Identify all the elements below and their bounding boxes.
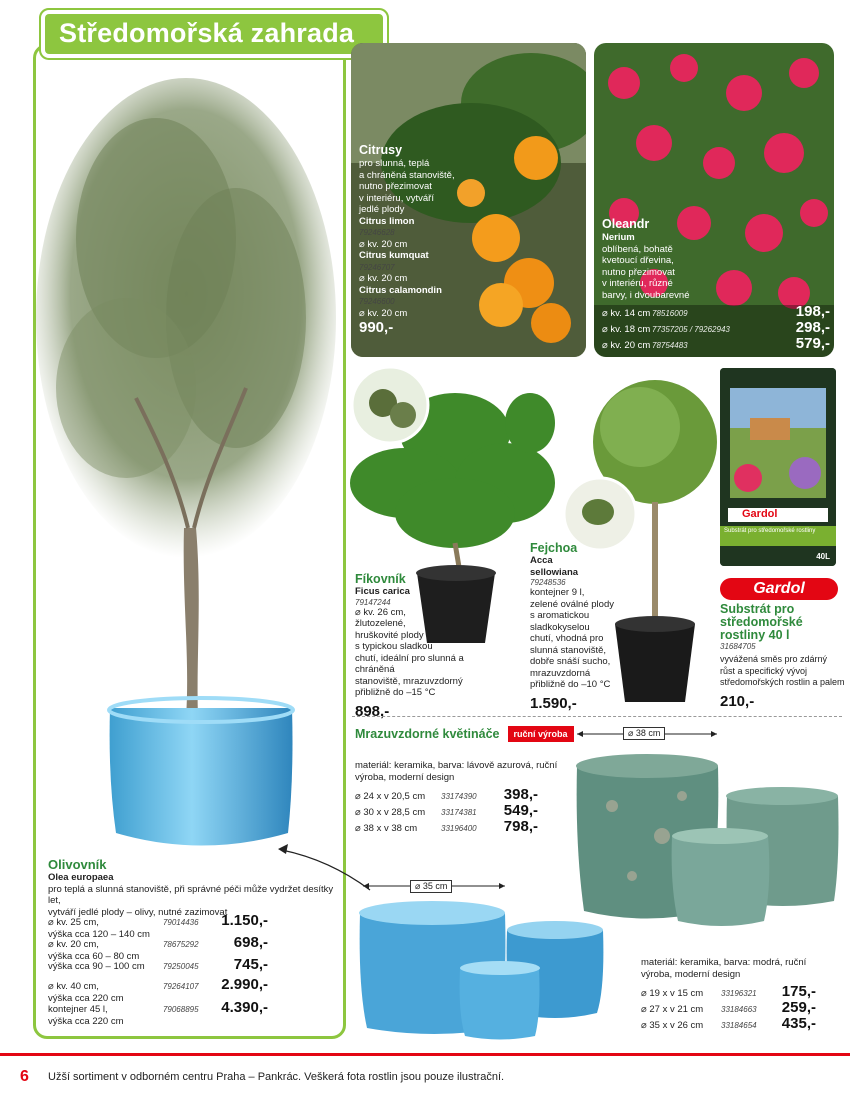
size-label: ⌀ 38 x v 38 cm xyxy=(355,823,418,834)
price: 990,- xyxy=(359,319,394,336)
citrusy-title: Citrusy xyxy=(359,143,403,157)
table-row xyxy=(602,335,830,354)
olivovnik-latin: Olea europaea xyxy=(48,872,114,883)
oleandr-desc: nutno přezimovat xyxy=(602,266,675,278)
citrusy-desc: pro slunná, teplá xyxy=(359,158,430,169)
size-label: ⌀ kv. 20 cm xyxy=(359,273,408,284)
fejchoa-desc: zelené oválné plody xyxy=(530,598,614,610)
fejchoa-desc: s aromatickou xyxy=(530,610,590,621)
fikovnik-desc: přibližně do –15 °C xyxy=(355,687,436,698)
table-row xyxy=(641,999,816,1015)
size-label: ⌀ 27 x v 21 cm xyxy=(641,1004,704,1015)
substrat-desc: růst a specifický vývoj xyxy=(720,665,808,676)
size-label: výška cca 220 cm xyxy=(48,992,124,1004)
modre-material xyxy=(641,957,841,980)
fikovnik-desc: chutí, ideální pro slunná a chráněná xyxy=(355,652,464,675)
fejchoa-desc: přibližně do –10 °C xyxy=(530,679,611,690)
fejchoa-desc: chutí, vhodná pro xyxy=(530,633,604,644)
footer-divider xyxy=(0,1053,850,1056)
bag-brand: Gardol xyxy=(742,508,778,520)
bag-text: Substrát pro středomořské rostliny xyxy=(724,528,816,534)
substrat-title: Substrát pro xyxy=(720,602,795,616)
fikovnik-title: Fíkovník xyxy=(355,572,406,586)
product-code: 33196400 xyxy=(441,824,477,833)
substrate-bag-image xyxy=(720,368,836,566)
price: 698,- xyxy=(233,934,268,951)
material-text: výroba, moderní design xyxy=(641,968,741,980)
citrusy-desc: a chráněná stanoviště, xyxy=(359,169,455,181)
price: 549,- xyxy=(503,802,538,819)
substrat-info xyxy=(720,603,845,710)
price: 210,- xyxy=(720,692,755,710)
dimension-label: ⌀ 35 cm xyxy=(410,880,452,893)
kvetinace-heading xyxy=(355,726,574,742)
fejchoa-latin: Acca xyxy=(530,555,553,566)
size-label: ⌀ kv. 18 cm xyxy=(602,324,651,335)
product-code: 33184663 xyxy=(721,1005,757,1014)
price: 798,- xyxy=(503,818,538,835)
page-title: Středomořská zahrada xyxy=(45,14,383,54)
product-code: 78675292 xyxy=(162,940,199,949)
product-code: 33174390 xyxy=(441,792,477,801)
product-code: 31684705 xyxy=(720,642,756,651)
size-label: ⌀ 24 x v 20,5 cm xyxy=(355,791,426,802)
material-text: materiál: keramika, barva: modrá, ruční xyxy=(641,957,807,968)
variety-name: Citrus limon xyxy=(359,215,415,227)
size-label: ⌀ kv. 25 cm, xyxy=(48,917,99,928)
oleandr-desc: v interiéru, různé xyxy=(602,278,673,289)
bag-volume: 40L xyxy=(816,552,830,561)
product-code: 79246600 xyxy=(359,297,395,306)
price: 2.990,- xyxy=(221,976,268,993)
product-code: 79246707 xyxy=(359,262,395,272)
size-label: ⌀ 19 x v 15 cm xyxy=(641,988,704,999)
product-code: 33184654 xyxy=(721,1021,757,1030)
fikovnik-desc: s typickou sladkou xyxy=(355,641,433,652)
price: 198,- xyxy=(795,303,830,320)
kvetinace-title: Mrazuvzdorné květináče xyxy=(355,727,500,741)
oleandr-info xyxy=(602,217,712,301)
size-label: ⌀ kv. 20 cm, xyxy=(48,939,99,950)
citrusy-info xyxy=(359,143,469,334)
product-code: 77357205 / 79262943 xyxy=(652,325,730,334)
table-row xyxy=(641,983,816,999)
price: 435,- xyxy=(781,1015,816,1032)
size-label: výška cca 220 cm xyxy=(48,1015,124,1027)
size-label: výška cca 60 – 80 cm xyxy=(48,950,140,962)
citrusy-desc: nutno přezimovat xyxy=(359,181,432,192)
substrat-title: rostliny 40 l xyxy=(720,628,790,642)
product-code: 33196321 xyxy=(721,989,757,998)
size-label: ⌀ 30 x v 28,5 cm xyxy=(355,807,426,818)
price: 398,- xyxy=(503,786,538,803)
fejchoa-desc: sladkokyselou xyxy=(530,621,590,633)
product-code: 79264107 xyxy=(162,982,199,991)
substrat-desc: vyvážená směs pro zdárný xyxy=(720,654,828,664)
oleandr-desc: kvetoucí dřevina, xyxy=(602,255,674,266)
product-code: 79248536 xyxy=(530,578,566,587)
olivovnik-price-table xyxy=(48,912,268,1027)
oleandr-desc: oblíbená, bohatě xyxy=(602,243,673,255)
oleandr-desc: barvy, i dvoubarevné xyxy=(602,289,690,301)
fikovnik-latin: Ficus carica xyxy=(355,586,410,597)
variety-name: Citrus kumquat xyxy=(359,250,429,261)
fikovnik-info xyxy=(355,572,505,720)
product-code: 33174381 xyxy=(441,808,477,817)
product-code: 78754483 xyxy=(652,341,688,350)
product-code: 79147244 xyxy=(355,597,391,607)
product-code: 78516009 xyxy=(652,309,688,318)
material-text: materiál: keramika, barva: lávově azurová, ruční xyxy=(355,760,558,771)
olivovnik-desc-1: pro teplá a slunná stanoviště, při správné péči může vydržet desítky let, xyxy=(48,883,334,906)
gardol-logo-text: Gardol xyxy=(753,580,805,597)
product-code: 79014436 xyxy=(162,918,199,927)
kvetinace-price-table xyxy=(355,786,540,834)
size-label: ⌀ kv. 14 cm xyxy=(602,308,651,319)
table-row xyxy=(48,912,268,940)
price: 4.390,- xyxy=(221,999,268,1016)
variety-name: Citrus calamondin xyxy=(359,284,442,296)
olivovnik-desc-2: vytváří jedlé plody – olivy, nutné zazimovat xyxy=(48,906,228,918)
price: 898,- xyxy=(355,702,390,720)
size-label: výška cca 90 – 100 cm xyxy=(48,961,145,972)
fejchoa-title: Fejchoa xyxy=(530,541,578,555)
citrusy-desc: v interiéru, vytváří xyxy=(359,192,434,204)
size-label: ⌀ kv. 20 cm xyxy=(359,238,408,250)
price: 579,- xyxy=(795,335,830,352)
citrusy-desc: jedlé plody xyxy=(359,204,405,215)
size-label: ⌀ kv. 20 cm xyxy=(602,340,651,351)
size-label: ⌀ kv. 20 cm xyxy=(359,307,408,319)
table-row xyxy=(355,786,540,802)
material-text: výroba, moderní design xyxy=(355,771,455,783)
fejchoa-desc: mrazuvzdorná xyxy=(530,667,591,679)
table-row xyxy=(355,818,540,834)
section-divider xyxy=(352,716,842,717)
product-code: 79068895 xyxy=(162,1005,199,1014)
fejchoa-desc: kontejner 9 l, xyxy=(530,587,585,598)
modre-price-table xyxy=(641,983,816,1031)
price: 1.590,- xyxy=(530,694,577,712)
price: 1.150,- xyxy=(221,912,268,929)
fikovnik-desc: hruškovité plody xyxy=(355,629,424,641)
gardol-logo xyxy=(720,578,838,600)
size-label: ⌀ 35 x v 26 cm xyxy=(641,1020,704,1031)
page-number: 6 xyxy=(20,1068,29,1085)
price: 745,- xyxy=(233,956,268,973)
handmade-badge: ruční výroba xyxy=(508,726,574,742)
dimension-label: ⌀ 38 cm xyxy=(623,727,665,740)
fikovnik-desc: ⌀ kv. 26 cm, xyxy=(355,606,406,618)
oleandr-title: Oleandr xyxy=(602,217,650,231)
size-label: kontejner 45 l, xyxy=(48,1004,108,1015)
fikovnik-desc: žlutozelené, xyxy=(355,618,406,629)
fejchoa-info xyxy=(530,541,640,712)
table-row xyxy=(355,802,540,818)
fejchoa-desc: slunná stanoviště, xyxy=(530,644,607,656)
kvetinace-material xyxy=(355,760,565,783)
price: 298,- xyxy=(795,319,830,336)
olive-tree-image xyxy=(36,58,342,858)
blue-pots-image xyxy=(355,878,645,1043)
footer-text: Užší sortiment v odborném centru Praha – Pankrác. Veškerá fota rostlin jsou pouze ilustrační. xyxy=(48,1071,505,1083)
substrat-title: středomořské xyxy=(720,615,803,629)
substrat-desc: středomořských rostlin a palem xyxy=(720,677,845,687)
table-row xyxy=(48,976,268,1004)
oleandr-price-table xyxy=(602,303,830,354)
table-row xyxy=(641,1015,816,1031)
olivovnik-title: Olivovník xyxy=(48,857,107,872)
price: 175,- xyxy=(781,983,816,1000)
fejchoa-desc: dobře snáší sucho, xyxy=(530,656,611,667)
fejchoa-latin: sellowiana xyxy=(530,566,579,578)
size-label: výška cca 120 – 140 cm xyxy=(48,928,150,940)
oleandr-latin: Nerium xyxy=(602,232,635,243)
price: 259,- xyxy=(781,999,816,1016)
product-code: 79250045 xyxy=(162,962,199,971)
fikovnik-desc: stanoviště, mrazuvzdorný xyxy=(355,675,463,687)
product-code: 79246628 xyxy=(359,228,395,237)
size-label: ⌀ kv. 40 cm, xyxy=(48,981,99,992)
